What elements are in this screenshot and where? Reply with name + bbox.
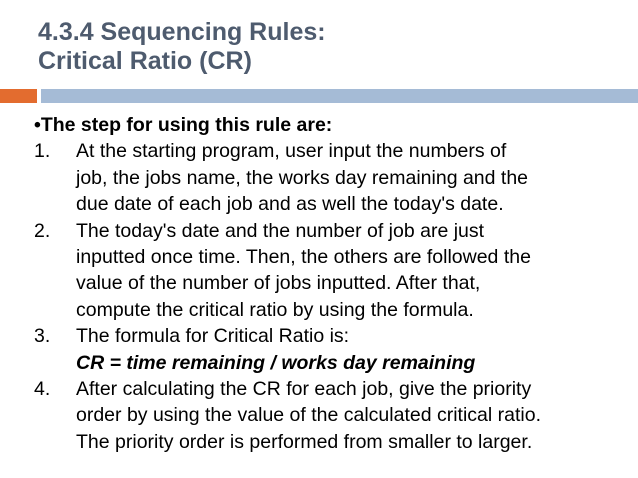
step-line: The today's date and the number of job are just (76, 219, 485, 242)
step-line: inputted once time. Then, the others are followed the (76, 246, 531, 269)
step-item (34, 138, 624, 217)
title-line-2: Critical Ratio (CR) (38, 47, 252, 75)
step-line: At the starting program, user input the numbers of (76, 140, 507, 163)
step-line: The priority order is performed from smaller to larger. (76, 430, 533, 453)
step-text (76, 323, 624, 376)
step-line: After calculating the CR for each job, give the priority (76, 378, 532, 401)
step-number: 3. (34, 325, 51, 348)
step-number: 1. (34, 140, 51, 163)
cr-formula: CR = time remaining / works day remaining (76, 351, 476, 374)
slide-title (38, 18, 618, 76)
step-number: 2. (34, 219, 51, 242)
step-text (76, 376, 624, 455)
step-item (34, 218, 624, 324)
step-text (76, 138, 624, 217)
step-line: order by using the value of the calculated critical ratio. (76, 404, 542, 427)
slide-body (34, 112, 624, 455)
step-line: compute the critical ratio by using the formula. (76, 298, 474, 321)
divider-bar (41, 89, 638, 103)
step-line: The formula for Critical Ratio is: (76, 325, 350, 348)
step-line: due date of each job and as well the today's date. (76, 193, 504, 216)
step-line: value of the number of jobs inputted. After that, (76, 272, 481, 295)
step-number: 4. (34, 378, 51, 401)
step-line: job, the jobs name, the works day remaining and the (76, 166, 529, 189)
intro-bullet: •The step for using this rule are: (34, 114, 333, 136)
step-item (34, 323, 624, 376)
step-item (34, 376, 624, 455)
step-text (76, 218, 624, 324)
divider-accent-bar (0, 89, 37, 103)
title-line-1: 4.3.4 Sequencing Rules: (38, 18, 326, 46)
